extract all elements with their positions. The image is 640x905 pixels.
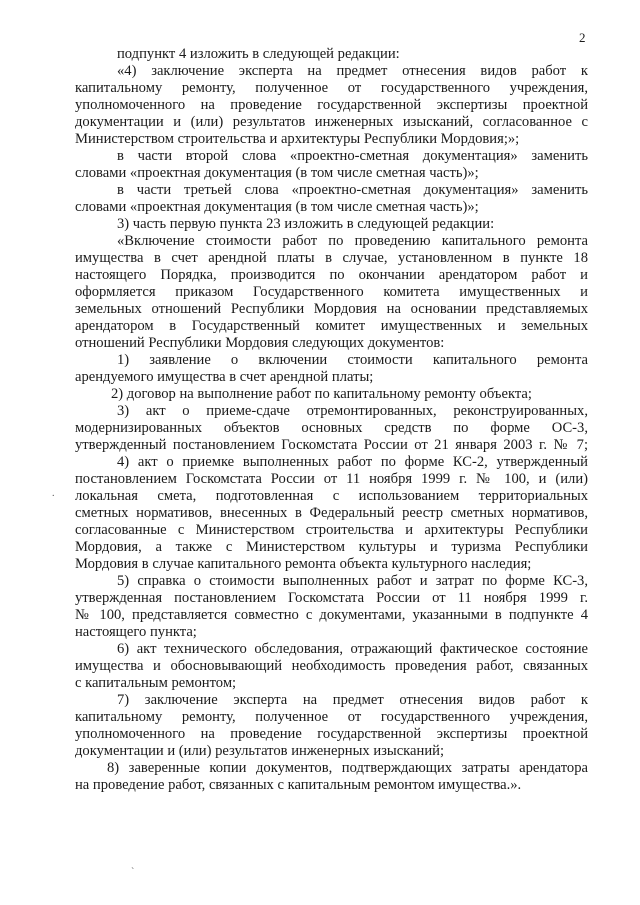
text-line: «4) заключение эксперта на предмет отнесения видов работ к xyxy=(117,63,588,79)
text-line: № 100, представляется совместно с документами, указанными в подпункте 4 xyxy=(75,607,588,623)
text-line: 3) акт о приеме-сдаче отремонтированных, реконструированных, xyxy=(117,403,588,419)
text-line: подпункт 4 изложить в следующей редакции: xyxy=(117,46,400,62)
text-line: документации и (или) результатов инженерных изысканий; xyxy=(75,743,445,759)
text-line: 1) заявление о включении стоимости капитального ремонта xyxy=(117,352,588,368)
text-line: настоящего пункта; xyxy=(75,624,197,640)
text-line: оформляется приказом Государственного комитета имущественных и xyxy=(75,284,588,300)
stray-tick-mark: ` xyxy=(131,867,135,878)
text-line: «Включение стоимости работ по проведению капитального ремонта xyxy=(117,233,588,249)
text-line: уполномоченного на проведение государственной экспертизы проектной xyxy=(75,97,588,113)
text-line: отношений Республики Мордовия следующих документов: xyxy=(75,335,445,351)
text-line: арендуемого имущества в счет арендной платы; xyxy=(75,369,374,385)
text-line: с капитальным ремонтом; xyxy=(75,675,237,691)
text-line: 5) справка о стоимости выполненных работ и затрат по форме КС-3, xyxy=(117,573,588,589)
text-line: сметных нормативов, внесенных в Федеральный реестр сметных нормативов, xyxy=(75,505,588,521)
text-line: настоящего Порядка, производится по окончании арендатором работ и xyxy=(75,267,588,283)
text-line: имущества в счет арендной платы в случае, установленном в пункте 18 xyxy=(75,250,588,266)
text-line: утвержденный постановлением Госкомстата России от 21 января 2003 г. № 7; xyxy=(75,437,588,453)
text-line: 8) заверенные копии документов, подтверждающих затраты арендатора xyxy=(107,760,588,776)
text-line: 6) акт технического обследования, отражающий фактическое состояние xyxy=(117,641,588,657)
text-line: имущества и обосновывающий необходимость проведения работ, связанных xyxy=(75,658,588,674)
text-line: арендатором в Государственный комитет имущественных и земельных xyxy=(75,318,588,334)
text-line: модернизированных объектов основных средств по форме ОС-3, xyxy=(75,420,588,436)
text-line: Министерством строительства и архитектуры Республики Мордовия;»; xyxy=(75,131,520,147)
text-line: в части третьей слова «проектно-сметная документация» заменить xyxy=(117,182,588,198)
text-line: согласованные с Министерством строительства и архитектуры Республики xyxy=(75,522,588,538)
text-line: капитальному ремонту, полученное от государственного учреждения, xyxy=(75,80,588,96)
text-line: 7) заключение эксперта на предмет отнесения видов работ к xyxy=(117,692,588,708)
text-line: на проведение работ, связанных с капитальным ремонтом имущества.». xyxy=(75,777,522,793)
text-line: постановлением Госкомстата России от 11 ноября 1999 г. № 100, и (или) xyxy=(75,471,588,487)
text-line: Мордовия в случае капитального ремонта объекта культурного наследия; xyxy=(75,556,532,572)
text-line: 3) часть первую пункта 23 изложить в следующей редакции: xyxy=(117,216,495,232)
text-line: 2) договор на выполнение работ по капитальному ремонту объекта; xyxy=(111,386,532,402)
text-line: в части второй слова «проектно-сметная документация» заменить xyxy=(117,148,588,164)
page-number: 2 xyxy=(579,30,586,45)
text-line: земельных отношений Республики Мордовия на основании представляемых xyxy=(75,301,588,317)
stray-dot-mark: . xyxy=(52,488,55,499)
text-line: локальная смета, подготовленная с использованием территориальных xyxy=(75,488,588,504)
text-line: утвержденная постановлением Госкомстата России от 11 ноября 1999 г. xyxy=(75,590,588,606)
text-line: словами «проектная документация (в том числе сметная часть)»; xyxy=(75,165,479,181)
text-line: словами «проектная документация (в том числе сметная часть)»; xyxy=(75,199,479,215)
text-line: Мордовия, а также с Министерством культуры и туризма Республики xyxy=(75,539,588,555)
document-body xyxy=(75,46,588,794)
text-line: уполномоченного на проведение государственной экспертизы проектной xyxy=(75,726,588,742)
text-line: документации и (или) результатов инженерных изысканий, согласованное с xyxy=(75,114,588,130)
text-line: 4) акт о приемке выполненных работ по форме КС-2, утвержденный xyxy=(117,454,588,470)
text-line: капитальному ремонту, полученное от государственного учреждения, xyxy=(75,709,588,725)
